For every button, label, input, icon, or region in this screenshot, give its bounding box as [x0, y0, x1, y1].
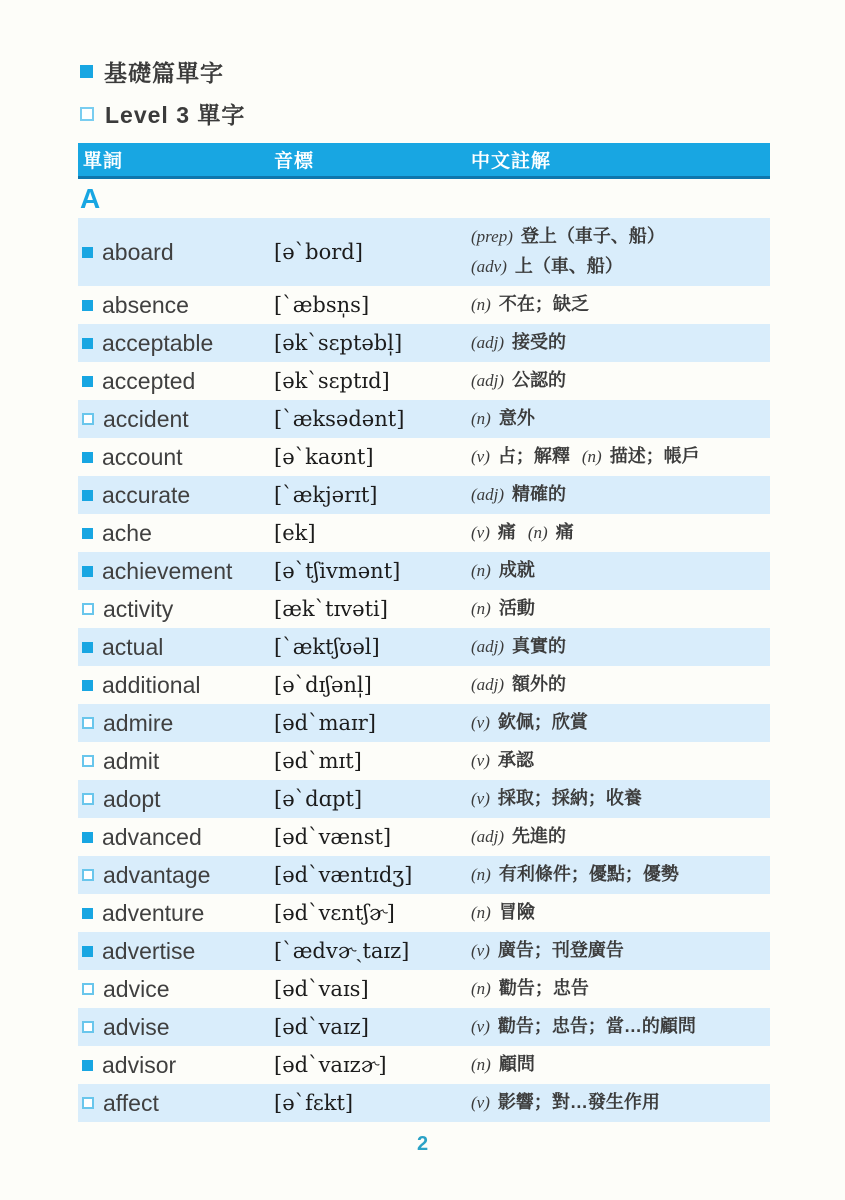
word-cell — [78, 292, 274, 319]
word-cell — [78, 482, 274, 509]
table-row — [78, 590, 770, 628]
filled-square-icon — [80, 65, 93, 78]
table-row — [78, 1008, 770, 1046]
part-of-speech: (n) — [471, 561, 491, 580]
part-of-speech: (adj) — [471, 637, 505, 656]
part-of-speech: (n) — [471, 903, 491, 922]
definition-line — [471, 784, 770, 814]
word-cell — [78, 976, 274, 1003]
definition-line — [471, 366, 770, 396]
definition-line — [471, 898, 770, 928]
table-row — [78, 780, 770, 818]
table-row — [78, 742, 770, 780]
phonetic-text: [ədˋvaɪz] — [274, 1015, 369, 1039]
definition-line — [471, 252, 770, 282]
phonetic-text: [əkˋsɛptɪd] — [274, 369, 390, 393]
chinese-gloss: 活動 — [498, 598, 535, 618]
part-of-speech: (n) — [471, 979, 491, 998]
definition-cell — [471, 894, 770, 932]
bullet-square-icon — [82, 793, 94, 805]
definition-line — [471, 290, 770, 320]
definition-cell — [471, 1084, 770, 1122]
word-cell — [78, 634, 274, 661]
word-text: advisor — [102, 1051, 177, 1078]
chinese-gloss: 成就 — [498, 560, 535, 580]
phonetic-text: [ˋæksədənt] — [274, 407, 405, 431]
definition-cell — [471, 400, 770, 438]
definition-line — [471, 1050, 770, 1080]
basic-section-title: 基礎篇單字 — [104, 60, 224, 86]
word-cell — [78, 862, 274, 889]
definition-line — [471, 822, 770, 852]
word-text: additional — [102, 671, 201, 698]
definition-cell — [471, 970, 770, 1008]
definition-cell — [471, 324, 770, 362]
part-of-speech: (adv) — [471, 257, 507, 276]
part-of-speech: (adj) — [471, 333, 505, 352]
word-text: absence — [102, 291, 189, 318]
definition-line — [471, 222, 770, 252]
bullet-square-icon — [82, 338, 93, 349]
word-text: adventure — [102, 899, 205, 926]
table-row — [78, 362, 770, 400]
chinese-gloss: 真實的 — [512, 636, 567, 656]
chinese-gloss: 不在；缺乏 — [498, 294, 589, 314]
part-of-speech: (v) — [471, 713, 490, 732]
bullet-square-icon — [82, 603, 94, 615]
definition-line — [471, 594, 770, 624]
part-of-speech: (v) — [471, 751, 490, 770]
chinese-gloss: 冒險 — [498, 902, 535, 922]
word-cell — [78, 444, 274, 471]
word-cell — [78, 406, 274, 433]
word-text: adopt — [103, 785, 161, 812]
definition-line — [471, 936, 770, 966]
level-section-title: Level 3 單字 — [105, 102, 246, 128]
chinese-gloss: 廣告；刊登廣告 — [497, 940, 624, 960]
chinese-gloss: 欽佩；欣賞 — [497, 712, 588, 732]
definition-line — [471, 974, 770, 1004]
table-row — [78, 818, 770, 856]
word-cell — [78, 1090, 274, 1117]
table-row — [78, 286, 770, 324]
word-text: acceptable — [102, 329, 214, 356]
table-row — [78, 438, 770, 476]
word-text: achievement — [102, 557, 233, 584]
part-of-speech: (adj) — [471, 485, 505, 504]
chinese-gloss: 接受的 — [512, 332, 567, 352]
definition-cell — [471, 666, 770, 704]
word-text: ache — [102, 519, 152, 546]
table-row — [78, 704, 770, 742]
table-row — [78, 476, 770, 514]
definition-cell — [471, 286, 770, 324]
part-of-speech: (n) — [471, 409, 491, 428]
table-row — [78, 894, 770, 932]
word-text: accident — [103, 405, 189, 432]
word-cell — [78, 558, 274, 585]
definition-cell — [471, 218, 770, 286]
phonetic-text: [əˋfɛkt] — [274, 1091, 354, 1115]
part-of-speech: (n) — [527, 523, 548, 542]
bullet-square-icon — [82, 247, 93, 258]
table-row — [78, 218, 770, 286]
word-text: accurate — [102, 481, 191, 508]
chinese-gloss: 痛 — [555, 522, 574, 542]
chinese-gloss: 有利條件；優點；優勢 — [498, 864, 679, 884]
definition-cell — [471, 362, 770, 400]
table-row — [78, 1046, 770, 1084]
word-cell — [78, 1052, 274, 1079]
phonetic-text: [əˋbord] — [274, 240, 363, 264]
bullet-square-icon — [82, 642, 93, 653]
table-row — [78, 400, 770, 438]
word-cell — [78, 938, 274, 965]
table-row — [78, 514, 770, 552]
definition-line — [471, 404, 770, 434]
definition-line — [471, 1012, 770, 1042]
part-of-speech: (v) — [471, 789, 490, 808]
bullet-square-icon — [82, 755, 94, 767]
definition-cell — [471, 780, 770, 818]
word-cell — [78, 520, 274, 547]
part-of-speech: (n) — [471, 1055, 491, 1074]
definition-line — [471, 708, 770, 738]
word-cell — [78, 748, 274, 775]
phonetic-text: [ədˋvaɪzɚ] — [274, 1053, 387, 1077]
definition-line — [471, 328, 770, 358]
word-text: actual — [102, 633, 164, 660]
definition-line — [471, 480, 770, 510]
table-row — [78, 628, 770, 666]
word-text: aboard — [102, 238, 174, 265]
word-text: advertise — [102, 937, 196, 964]
word-text: advanced — [102, 823, 202, 850]
table-row — [78, 324, 770, 362]
table-row — [78, 552, 770, 590]
phonetic-text: [əˋdɪʃənl̩] — [274, 673, 372, 697]
bullet-square-icon — [82, 376, 93, 387]
phonetic-text: [ədˋvænst] — [274, 825, 392, 849]
bullet-square-icon — [82, 1060, 93, 1071]
definition-line — [471, 746, 770, 776]
word-cell — [78, 368, 274, 395]
bullet-square-icon — [82, 869, 94, 881]
phonetic-text: [ˋæbsn̩s] — [274, 293, 370, 317]
phonetic-text: [ədˋmɪt] — [274, 749, 362, 773]
definition-line — [471, 518, 770, 548]
word-cell — [78, 824, 274, 851]
phonetic-text: [ədˋmaɪr] — [274, 711, 376, 735]
chinese-gloss: 占；解釋 — [497, 446, 570, 466]
phonetic-text: [ˋækjərɪt] — [274, 483, 378, 507]
phonetic-text: [ækˋtɪvəti] — [274, 597, 388, 621]
phonetic-text: [ədˋvæntɪdʒ] — [274, 863, 413, 887]
chinese-gloss: 公認的 — [512, 370, 567, 390]
definition-cell — [471, 856, 770, 894]
column-header-chinese: 中文註解 — [471, 151, 552, 172]
chinese-gloss: 精確的 — [512, 484, 567, 504]
definition-cell — [471, 704, 770, 742]
chinese-gloss: 意外 — [498, 408, 535, 428]
column-header-phonetic: 音標 — [274, 151, 315, 172]
chinese-gloss: 採取；採納；收養 — [497, 788, 642, 808]
chinese-gloss: 影響；對…發生作用 — [497, 1092, 660, 1112]
table-row — [78, 1084, 770, 1122]
chinese-gloss: 先進的 — [512, 826, 567, 846]
page-number: 2 — [416, 1133, 429, 1155]
bullet-square-icon — [82, 566, 93, 577]
phonetic-text: [əˋdɑpt] — [274, 787, 363, 811]
outline-square-icon — [80, 107, 94, 121]
bullet-square-icon — [82, 452, 93, 463]
part-of-speech: (adj) — [471, 675, 505, 694]
table-row — [78, 856, 770, 894]
section-heading-basic — [80, 55, 245, 88]
part-of-speech: (v) — [471, 523, 490, 542]
definition-line — [471, 442, 770, 472]
word-text: account — [102, 443, 183, 470]
definition-cell — [471, 476, 770, 514]
definition-cell — [471, 932, 770, 970]
definition-cell — [471, 438, 770, 476]
phonetic-text: [ek] — [274, 521, 316, 545]
part-of-speech: (n) — [471, 295, 491, 314]
phonetic-text: [əkˋsɛptəbl̩] — [274, 331, 403, 355]
bullet-square-icon — [82, 413, 94, 425]
word-text: admit — [103, 747, 160, 774]
definition-cell — [471, 590, 770, 628]
part-of-speech: (adj) — [471, 371, 505, 390]
word-cell — [78, 596, 274, 623]
bullet-square-icon — [82, 832, 93, 843]
section-heading-level — [80, 97, 245, 130]
definition-line — [471, 670, 770, 700]
definition-cell — [471, 1046, 770, 1084]
chinese-gloss: 登上（車子、船） — [520, 226, 665, 246]
definition-cell — [471, 1008, 770, 1046]
definition-line — [471, 860, 770, 890]
part-of-speech: (v) — [471, 1017, 490, 1036]
phonetic-text: [əˋkaʊnt] — [274, 445, 374, 469]
part-of-speech: (v) — [471, 1093, 490, 1112]
phonetic-text: [ˋæktʃʊəl] — [274, 635, 380, 659]
word-text: activity — [103, 595, 174, 622]
definition-cell — [471, 628, 770, 666]
word-text: accepted — [102, 367, 196, 394]
vocab-table — [78, 143, 770, 1122]
definition-cell — [471, 818, 770, 856]
chinese-gloss: 描述；帳戶 — [609, 446, 700, 466]
chinese-gloss: 勸告；忠告 — [498, 978, 589, 998]
phonetic-text: [əˋtʃivmənt] — [274, 559, 401, 583]
part-of-speech: (adj) — [471, 827, 505, 846]
definition-line — [471, 632, 770, 662]
word-text: affect — [103, 1089, 159, 1116]
definition-cell — [471, 552, 770, 590]
part-of-speech: (prep) — [471, 227, 513, 246]
chinese-gloss: 額外的 — [512, 674, 567, 694]
chinese-gloss: 承認 — [497, 750, 534, 770]
table-body — [78, 218, 770, 1122]
word-cell — [78, 1014, 274, 1041]
bullet-square-icon — [82, 946, 93, 957]
column-header-word: 單詞 — [83, 151, 124, 172]
bullet-square-icon — [82, 300, 93, 311]
phonetic-text: [ˋædvɚˏtaɪz] — [274, 938, 410, 963]
section-letter: A — [80, 182, 101, 214]
bullet-square-icon — [82, 490, 93, 501]
bullet-square-icon — [82, 1097, 94, 1109]
part-of-speech: (v) — [471, 941, 490, 960]
bullet-square-icon — [82, 528, 93, 539]
phonetic-text: [ədˋvɛntʃɚ] — [274, 901, 395, 925]
definition-cell — [471, 742, 770, 780]
bullet-square-icon — [82, 908, 93, 919]
chinese-gloss: 上（車、船） — [514, 256, 623, 276]
part-of-speech: (n) — [471, 599, 491, 618]
part-of-speech: (v) — [471, 447, 490, 466]
word-text: advice — [103, 975, 170, 1002]
chinese-gloss: 痛 — [497, 522, 516, 542]
word-cell — [78, 672, 274, 699]
bullet-square-icon — [82, 680, 93, 691]
word-cell — [78, 239, 274, 266]
bullet-square-icon — [82, 1021, 94, 1033]
phonetic-text: [ədˋvaɪs] — [274, 977, 369, 1001]
word-text: advantage — [103, 861, 211, 888]
word-text: advise — [103, 1013, 170, 1040]
table-row — [78, 666, 770, 704]
word-cell — [78, 710, 274, 737]
word-text: admire — [103, 709, 174, 736]
part-of-speech: (n) — [581, 447, 602, 466]
definition-line — [471, 1088, 770, 1118]
chinese-gloss: 顧問 — [498, 1054, 535, 1074]
definition-cell — [471, 514, 770, 552]
bullet-square-icon — [82, 717, 94, 729]
table-header-row — [78, 143, 770, 179]
table-row — [78, 932, 770, 970]
bullet-square-icon — [82, 983, 94, 995]
word-cell — [78, 900, 274, 927]
chinese-gloss: 勸告；忠告；當…的顧問 — [497, 1016, 696, 1036]
page-headings — [80, 55, 245, 139]
definition-line — [471, 556, 770, 586]
word-cell — [78, 786, 274, 813]
table-row — [78, 970, 770, 1008]
word-cell — [78, 330, 274, 357]
part-of-speech: (n) — [471, 865, 491, 884]
